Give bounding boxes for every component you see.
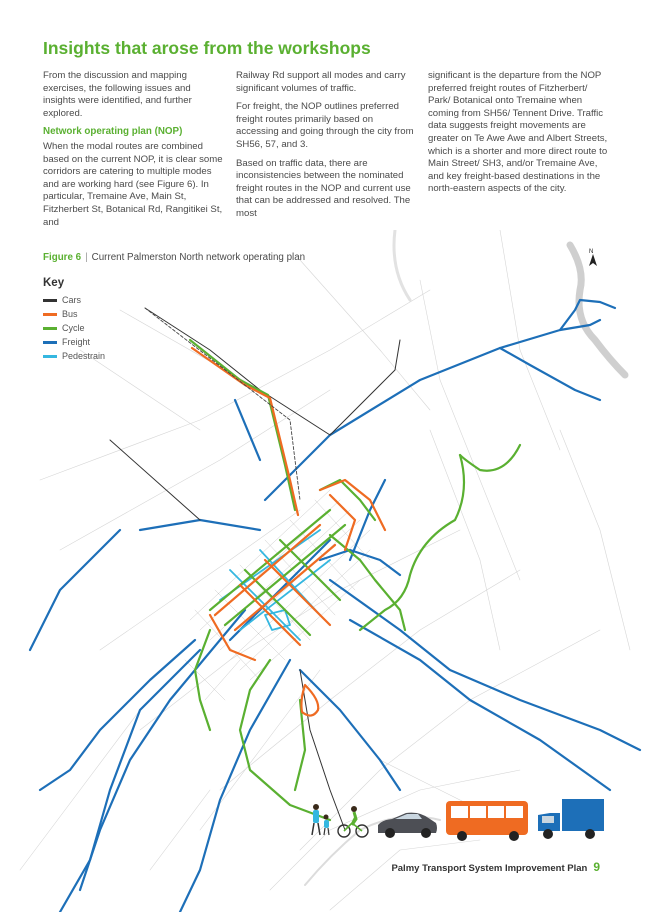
- paragraph: Based on traffic data, there are inconsistencies between the nominated freight routes in the NOP and current use that can be addressed and resolved. The most: [236, 157, 411, 219]
- pedestrians-icon: [312, 804, 329, 835]
- pedestrian-routes: [220, 530, 330, 640]
- paragraph: For freight, the NOP outlines preferred freight routes primarily based on accessing and going through the city from SH56, 57, and 3.: [236, 101, 414, 150]
- paragraph: From the discussion and mapping exercises, the following issues and insights were identified, and further explored.: [43, 70, 192, 119]
- paragraph: When the modal routes are combined based on the current NOP, it is clear some corridors are catering to multiple modes and are working hard (see Figure 6). In particular, Tremaine Ave, Main St, Fitzherbert St, Botanical Rd, Rangitikei St, and: [43, 140, 223, 228]
- truck-icon: [538, 799, 604, 839]
- bus-icon: [446, 801, 528, 841]
- north-arrow-icon: [585, 246, 601, 273]
- paragraph: significant is the departure from the NOP preferred freight routes of Fitzherbert/ Park/ Botanical onto Tremaine when coming from SH56/ Tennent Drive. Traffic data suggests freight movements are greater on Te Awe Awe and Albert Streets, which is a shorter and more direct route to Main Street/ SH3, and/or Tremaine Ave, and key freight-based destinations in the north-eastern aspects of the city.: [428, 70, 608, 195]
- cyclist-icon: [338, 806, 368, 837]
- figure-caption: [43, 252, 305, 263]
- bus-swatch: [43, 313, 57, 316]
- key-label: Cars: [62, 295, 82, 305]
- key-item-freight: [43, 335, 105, 349]
- pedestrian-swatch: [43, 355, 57, 358]
- caption-separator: |: [85, 252, 88, 263]
- key-label: Pedestrain: [62, 351, 106, 361]
- transport-modes-illustration: [310, 795, 610, 845]
- cycle-swatch: [43, 327, 57, 330]
- key-label: Cycle: [62, 323, 85, 333]
- text-column-1: [43, 70, 223, 235]
- key-label: Freight: [62, 337, 91, 347]
- key-label: Bus: [62, 309, 78, 319]
- car-routes: [110, 308, 400, 830]
- page-number: 9: [593, 860, 600, 874]
- figure-label: Figure 6: [43, 252, 82, 263]
- map-key: [43, 277, 105, 363]
- text-column-2: [236, 70, 416, 227]
- cars-swatch: [43, 299, 57, 302]
- key-item-bus: [43, 307, 105, 321]
- key-item-pedestrian: [43, 349, 105, 363]
- page-title: Insights that arose from the workshops: [43, 38, 371, 58]
- north-label: N: [589, 249, 594, 255]
- key-item-cars: [43, 293, 105, 307]
- footer-doc-title: Palmy Transport System Improvement Plan: [391, 863, 588, 874]
- railway-line: [145, 308, 300, 500]
- paragraph: Railway Rd support all modes and carry significant volumes of traffic.: [236, 70, 406, 94]
- text-column-3: [428, 70, 608, 202]
- figure-caption-text: Current Palmerston North network operating plan: [91, 252, 306, 263]
- key-title: Key: [43, 277, 65, 289]
- river: [394, 230, 410, 300]
- freight-swatch: [43, 341, 57, 344]
- section-subheading: Network operating plan (NOP): [43, 126, 183, 138]
- car-icon: [378, 813, 437, 838]
- page-footer: [391, 860, 600, 874]
- key-item-cycle: [43, 321, 105, 335]
